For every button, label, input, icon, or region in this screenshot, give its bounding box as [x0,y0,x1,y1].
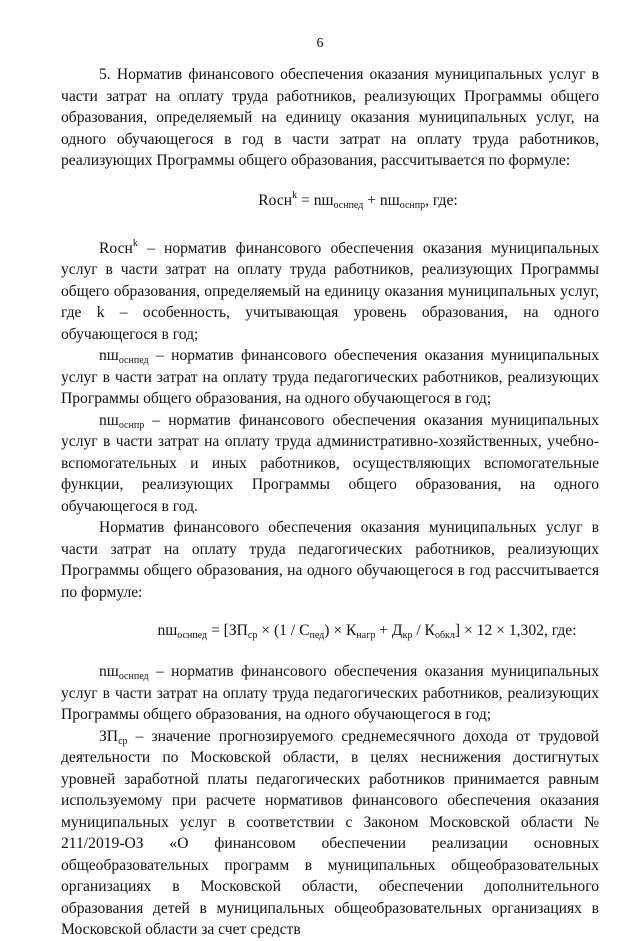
definition-symbol: nш [99,411,119,429]
formula-part: × (1 / С [257,622,310,639]
formula-part: = [ЗП [207,622,248,639]
definition-symbol-sub: ср [118,735,128,747]
page-number: 6 [316,36,324,51]
formula-nsh-ped [61,620,599,642]
definition-text: – норматив финансового обеспечения оказания муниципальных услуг в части затрат на оплату труда педагогических работников, реализующих Программы общего образования, на одного обучающегося в год; [61,347,599,407]
definition-nsh-pr [61,410,599,518]
formula-sub: пед [309,630,325,641]
definition-nsh-ped [61,345,599,410]
definition-zp-sr [61,726,599,941]
formula-part: nш [157,622,178,639]
formula-term1-sub: оснпед [333,199,364,211]
definition-rosn [61,238,599,346]
definition-text: – норматив финансового обеспечения оказания муниципальных услуг в части затрат на оплату труда работников, реализующих Программы общего образования, определяемый на единицу оказания муниципальных услуг, где k – особенность, учитывающая уровень образования, на одного обучающегося в год; [61,239,599,343]
formula-sub: оснпед [177,630,208,641]
definition-symbol-sub: оснпед [118,355,149,366]
formula-term2-sub: оснпр [399,199,426,211]
paragraph-norm-intro: 5. Норматив финансового обеспечения оказания муниципальных услуг в части затрат на оплату труда работников, реализующих Программы общего образования, определяемый на единицу оказания муниципальных услуг, на одного обучающегося в год в части затрат на оплату труда работников, реализующих Программы общего образования, рассчитывается по формуле: [61,66,599,169]
formula-part: ) × К [324,622,357,639]
definition-symbol-sup: k [132,237,138,249]
definition-text: – значение прогнозируемого среднемесячного дохода от трудовой деятельности по Московской области, в целях неснижения достигнутых уровней заработной платы педагогических работников принимается равным используемому при расчете нормативов финансового обеспечения оказания муниципальных услуг в соответствии с Законом Московской области № 211/2019-ОЗ «О финансовом обеспечении реализации основных общеобразовательных программ в муниципальных общеобразовательных организациях в Московской области, обеспечении дополнительного образования детей в муниципальных общеобразовательных организациях в Московской области за счет средств [61,727,599,938]
paragraph-ped-norm: Норматив финансового обеспечения оказания муниципальных услуг в части затрат на оплату труда педагогических работников, реализующих Программы общего образования, на одного обучающегося в год рассчитывается по формуле: [61,519,599,601]
definition-symbol: nш [99,347,119,364]
definition-symbol: Rосн [99,239,133,257]
formula-sub: обкл [434,630,455,641]
definition-symbol: ЗП [99,727,119,745]
formula-tail: , где: [425,191,458,209]
definition-text: – норматив финансового обеспечения оказания муниципальных услуг в части затрат на оплату труда административно-хозяйственных, учебно-вспомогательных и иных работников, осуществляющих вспомогательные функции, реализующих Программы общего образования, на одного обучающегося в год. [61,411,599,515]
formula-sub: нагр [356,630,376,641]
formula-rosn [61,190,599,212]
formula-plus: + nш [363,191,400,209]
formula-lhs-sup: k [292,189,298,201]
definition-symbol-sub: оснпед [118,671,149,682]
document-body [61,64,599,941]
formula-part: / К [412,622,435,639]
formula-part: + Д [375,622,403,639]
formula-lhs: Rосн [258,191,293,209]
definition-nsh-ped-2 [61,661,599,726]
definition-symbol: nш [99,663,119,680]
formula-sub: кр [402,630,413,641]
definition-text: – норматив финансового обеспечения оказания муниципальных услуг в части затрат на оплату труда педагогических работников, реализующих Программы общего образования, на одного обучающегося в год; [61,663,599,723]
formula-sub: ср [247,630,258,641]
definition-symbol-sub: оснпр [118,419,145,431]
formula-eq: = nш [297,191,334,209]
formula-part: ] × 12 × 1,302, где: [454,622,577,639]
